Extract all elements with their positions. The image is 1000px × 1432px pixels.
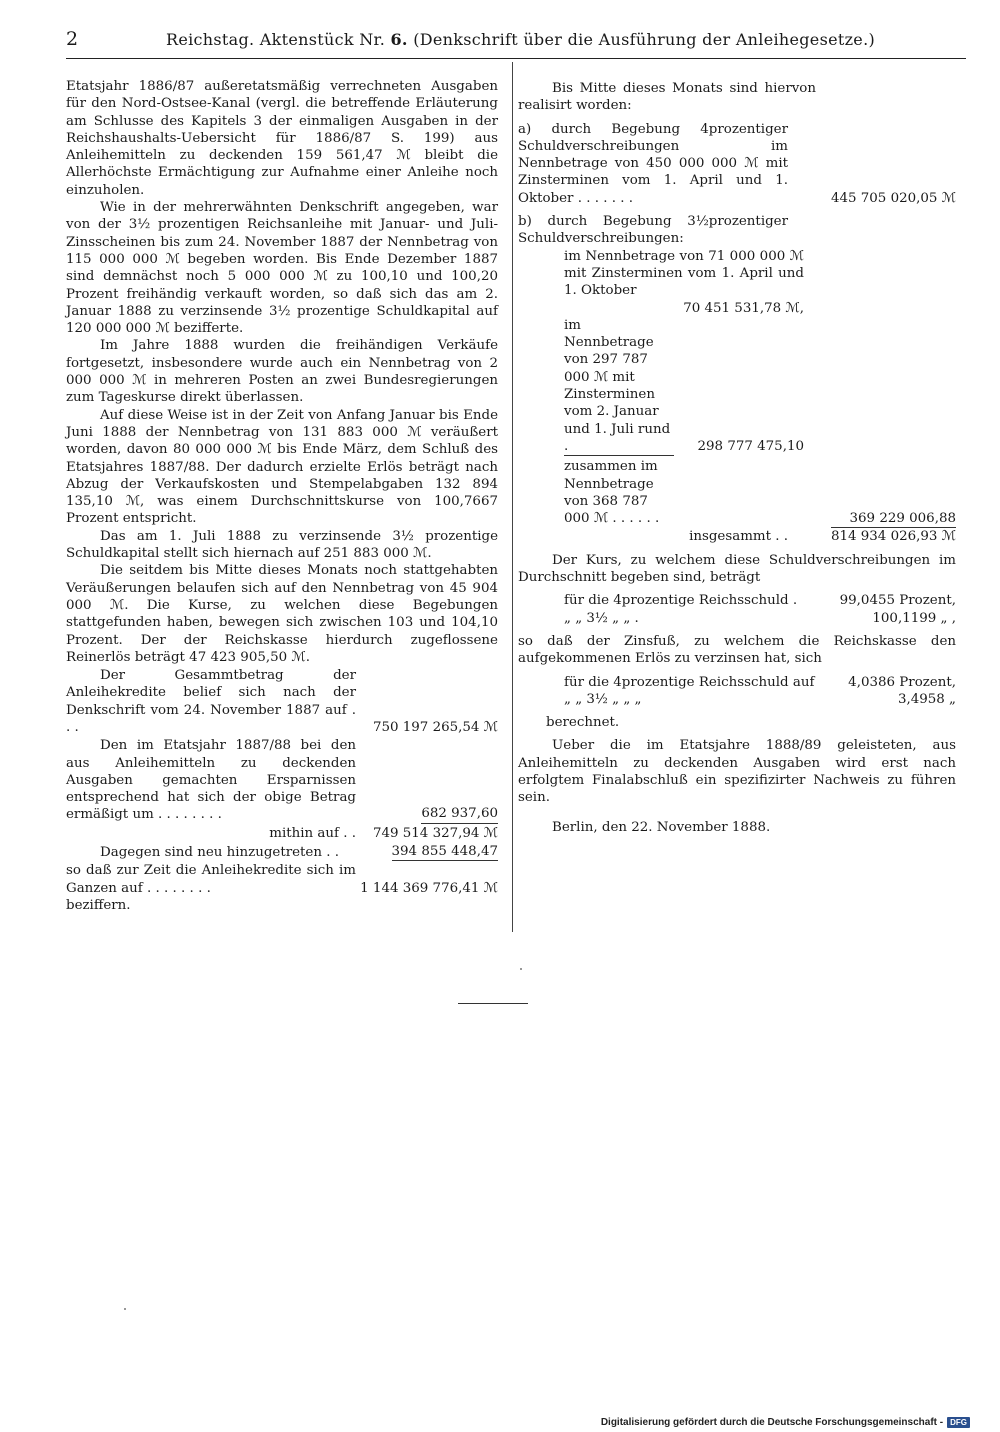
total-row	[518, 527, 956, 545]
kurs-value: 99,0455 Prozent,	[839, 593, 956, 609]
calc-label: Dagegen sind neu hinzugetreten . .	[100, 845, 339, 861]
total-label: insgesammt . .	[689, 529, 788, 545]
calc-amount: 749 514 327,94 ℳ	[372, 825, 498, 841]
item-a-label: a) durch Begebung 4prozentiger Schuldverschreibungen im Nennbetrage von 450 000 000 ℳ mit Zinsterminen vom 1. April und 1. Oktober . . . . . . .	[518, 121, 788, 206]
paragraph: Der Kurs, zu welchem diese Schuldverschreibungen im Durchschnitt begeben sind, beträgt	[518, 552, 956, 586]
calc-row	[66, 737, 498, 823]
item-b1	[518, 248, 804, 317]
item-b2-text: im Nennbetrage von 297 787 000 ℳ mit Zinsterminen vom 2. Januar und 1. Juli rund .	[564, 317, 671, 454]
item-b3	[518, 455, 956, 527]
running-title-prefix: Reichstag. Aktenstück Nr.	[166, 30, 386, 49]
kurs-value: 100,1199 „ ,	[872, 610, 956, 626]
end-rule	[458, 1003, 528, 1004]
item-b3-amount: 369 229 006,88	[849, 511, 956, 527]
place-date: Berlin, den 22. November 1888.	[552, 819, 771, 835]
berechnet-text: berechnet.	[546, 715, 620, 731]
item-a	[518, 121, 956, 207]
paragraph: Auf diese Weise ist in der Zeit von Anfang Januar bis Ende Juni 1888 der Nennbetrag von 131 883 000 ℳ veräußert worden, davon 80 000 000 ℳ bis Ende März, dem Schluß des Etatsjahres 1887/88. Der dadurch erzielte Erlös beträgt nach Abzug der Verkaufskosten und Stempelabgaben 132 894 135,10 ℳ, was einem Durchschnittskurse von 100,7667 Prozent entspricht.	[66, 407, 498, 527]
item-b1-text: im Nennbetrage von 71 000 000 ℳ mit Zinsterminen vom 1. April und 1. Oktober	[564, 248, 804, 299]
running-title-suffix: (Denkschrift über die Ausführung der Anleihegesetze.)	[413, 30, 876, 49]
column-divider	[512, 62, 513, 932]
item-b1-amount: 70 451 531,78 ℳ,	[683, 300, 804, 316]
calc-label: Den im Etatsjahr 1887/88 bei den aus Anleihemitteln zu deckenden Ausgaben gemachten Ersparnissen entsprechend hat sich der obige Betrag ermäßigt um . . . . . . . .	[66, 738, 356, 823]
calc-label: so daß zur Zeit die Anleihekredite sich im Ganzen auf . . . . . . . .	[66, 863, 356, 896]
zins-value: 4,0386 Prozent,	[848, 674, 956, 690]
calc-row	[66, 843, 498, 861]
kurs-row	[518, 610, 956, 627]
paragraph: Bis Mitte dieses Monats sind hiervon realisirt worden:	[518, 81, 816, 114]
page-number: 2	[66, 28, 79, 50]
item-b-intro: b) durch Begebung 3½prozentiger Schuldverschreibungen:	[518, 214, 788, 247]
calc-label: mithin auf . .	[269, 825, 356, 841]
running-title	[166, 30, 875, 49]
zins-text: so daß der Zinsfuß, zu welchem die Reichskasse den aufgekommenen Erlös zu verzinsen hat, sich	[518, 633, 956, 667]
calc-row	[66, 825, 498, 842]
dfg-logo-icon: DFG	[947, 1417, 970, 1428]
kurs-row	[518, 592, 956, 609]
item-b3-text: zusammen im Nennbetrage von 368 787 000 ℳ . . . . . .	[564, 455, 674, 527]
item-b2-amount: 298 777 475,10	[697, 438, 804, 454]
zins-value: 3,4958 „	[897, 691, 956, 707]
page-header	[66, 28, 966, 58]
calc-label: Der Gesammtbetrag der Anleihekredite belief sich nach der Denkschrift vom 24. November 1887 auf . . .	[66, 668, 356, 735]
calc-amount: 394 855 448,47	[392, 843, 498, 861]
paragraph: Ueber die im Etatsjahre 1888/89 geleisteten, aus Anleihemitteln zu deckenden Ausgaben wird erst nach erfolgtem Finalabschluß ein spezifizirter Nachweis zu führen sein.	[518, 738, 956, 806]
zins-label: für die 4prozentige Reichsschuld auf	[564, 674, 815, 690]
kurs-label: für die 4prozentige Reichsschuld .	[564, 593, 798, 609]
calc-amount: 750 197 265,54 ℳ	[372, 719, 498, 735]
zins-row	[518, 674, 956, 691]
paragraph: Wie in der mehrerwähnten Denkschrift angegeben, war von der 3½ prozentigen Reichsanleihe mit Januar- und Juli-Zinsscheinen bis zum 24. November 1887 der Nennbetrag von 115 000 000 ℳ begeben worden. Bis Ende Dezember 1887 sind demnächst noch 5 000 000 ℳ zu 100,10 und 100,20 Prozent freihändig verkauft worden, so daß sich das am 2. Januar 1888 zu verzinsende 3½ prozentige Schuldkapital auf 120 000 000 ℳ bezifferte.	[66, 200, 498, 337]
zins-row	[518, 691, 956, 708]
paragraph: Im Jahre 1888 wurden die freihändigen Verkäufe fortgesetzt, insbesondere wurde auch ein Nennbetrag von 2 000 000 ℳ in mehreren Posten an zwei Bundesregierungen zum Tageskurse direkt überlassen.	[66, 338, 498, 406]
zins-label: „ „ 3½ „ „ „	[564, 691, 642, 707]
paragraph: Das am 1. Juli 1888 zu verzinsende 3½ prozentige Schuldkapital stellt sich hiernach auf 251 883 000 ℳ.	[66, 528, 498, 562]
paragraph: Etatsjahr 1886/87 außeretatsmäßig verrechneten Ausgaben für den Nord-Ostsee-Kanal (vergl. die betreffende Erläuterung am Schlusse des Kapitels 3 der einmaligen Ausgaben in der Reichshaushalts-Uebersicht für 1886/87 S. 199) aus Anleihemitteln zu deckenden 159 561,47 ℳ bleibt die Allerhöchste Ermächtigung zur Aufnahme einer Anleihe noch einzuholen.	[66, 79, 498, 198]
scan-speck	[124, 1308, 126, 1310]
left-column	[66, 78, 498, 914]
scan-speck	[520, 968, 522, 970]
digitization-footer	[601, 1417, 970, 1428]
calc-amount: 1 144 369 776,41 ℳ	[360, 880, 498, 896]
calc-row	[66, 667, 498, 736]
document-number: 6.	[390, 30, 408, 49]
kurs-label: „ „ 3½ „ „ .	[564, 610, 639, 626]
total-amount: 814 934 026,93 ℳ	[830, 529, 956, 545]
paragraph: Die seitdem bis Mitte dieses Monats noch stattgehabten Veräußerungen belaufen sich auf den Nennbetrag von 45 904 000 ℳ. Die Kurse, zu welchen diese Begebungen stattgefunden haben, bewegen sich zwischen 103 und 104,10 Prozent. Der der Reichskasse hierdurch zugeflossene Reinerlös beträgt 47 423 905,50 ℳ.	[66, 563, 498, 665]
item-a-amount: 445 705 020,05 ℳ	[830, 190, 956, 206]
right-column	[518, 80, 956, 836]
calc-row	[66, 862, 498, 897]
item-b2	[518, 317, 804, 455]
footer-text: Digitalisierung gefördert durch die Deutsche Forschungsgemeinschaft -	[600, 1417, 944, 1428]
calc-amount: 682 937,60	[421, 805, 498, 823]
header-rule	[66, 58, 966, 59]
calc-tail: beziffern.	[66, 897, 131, 913]
